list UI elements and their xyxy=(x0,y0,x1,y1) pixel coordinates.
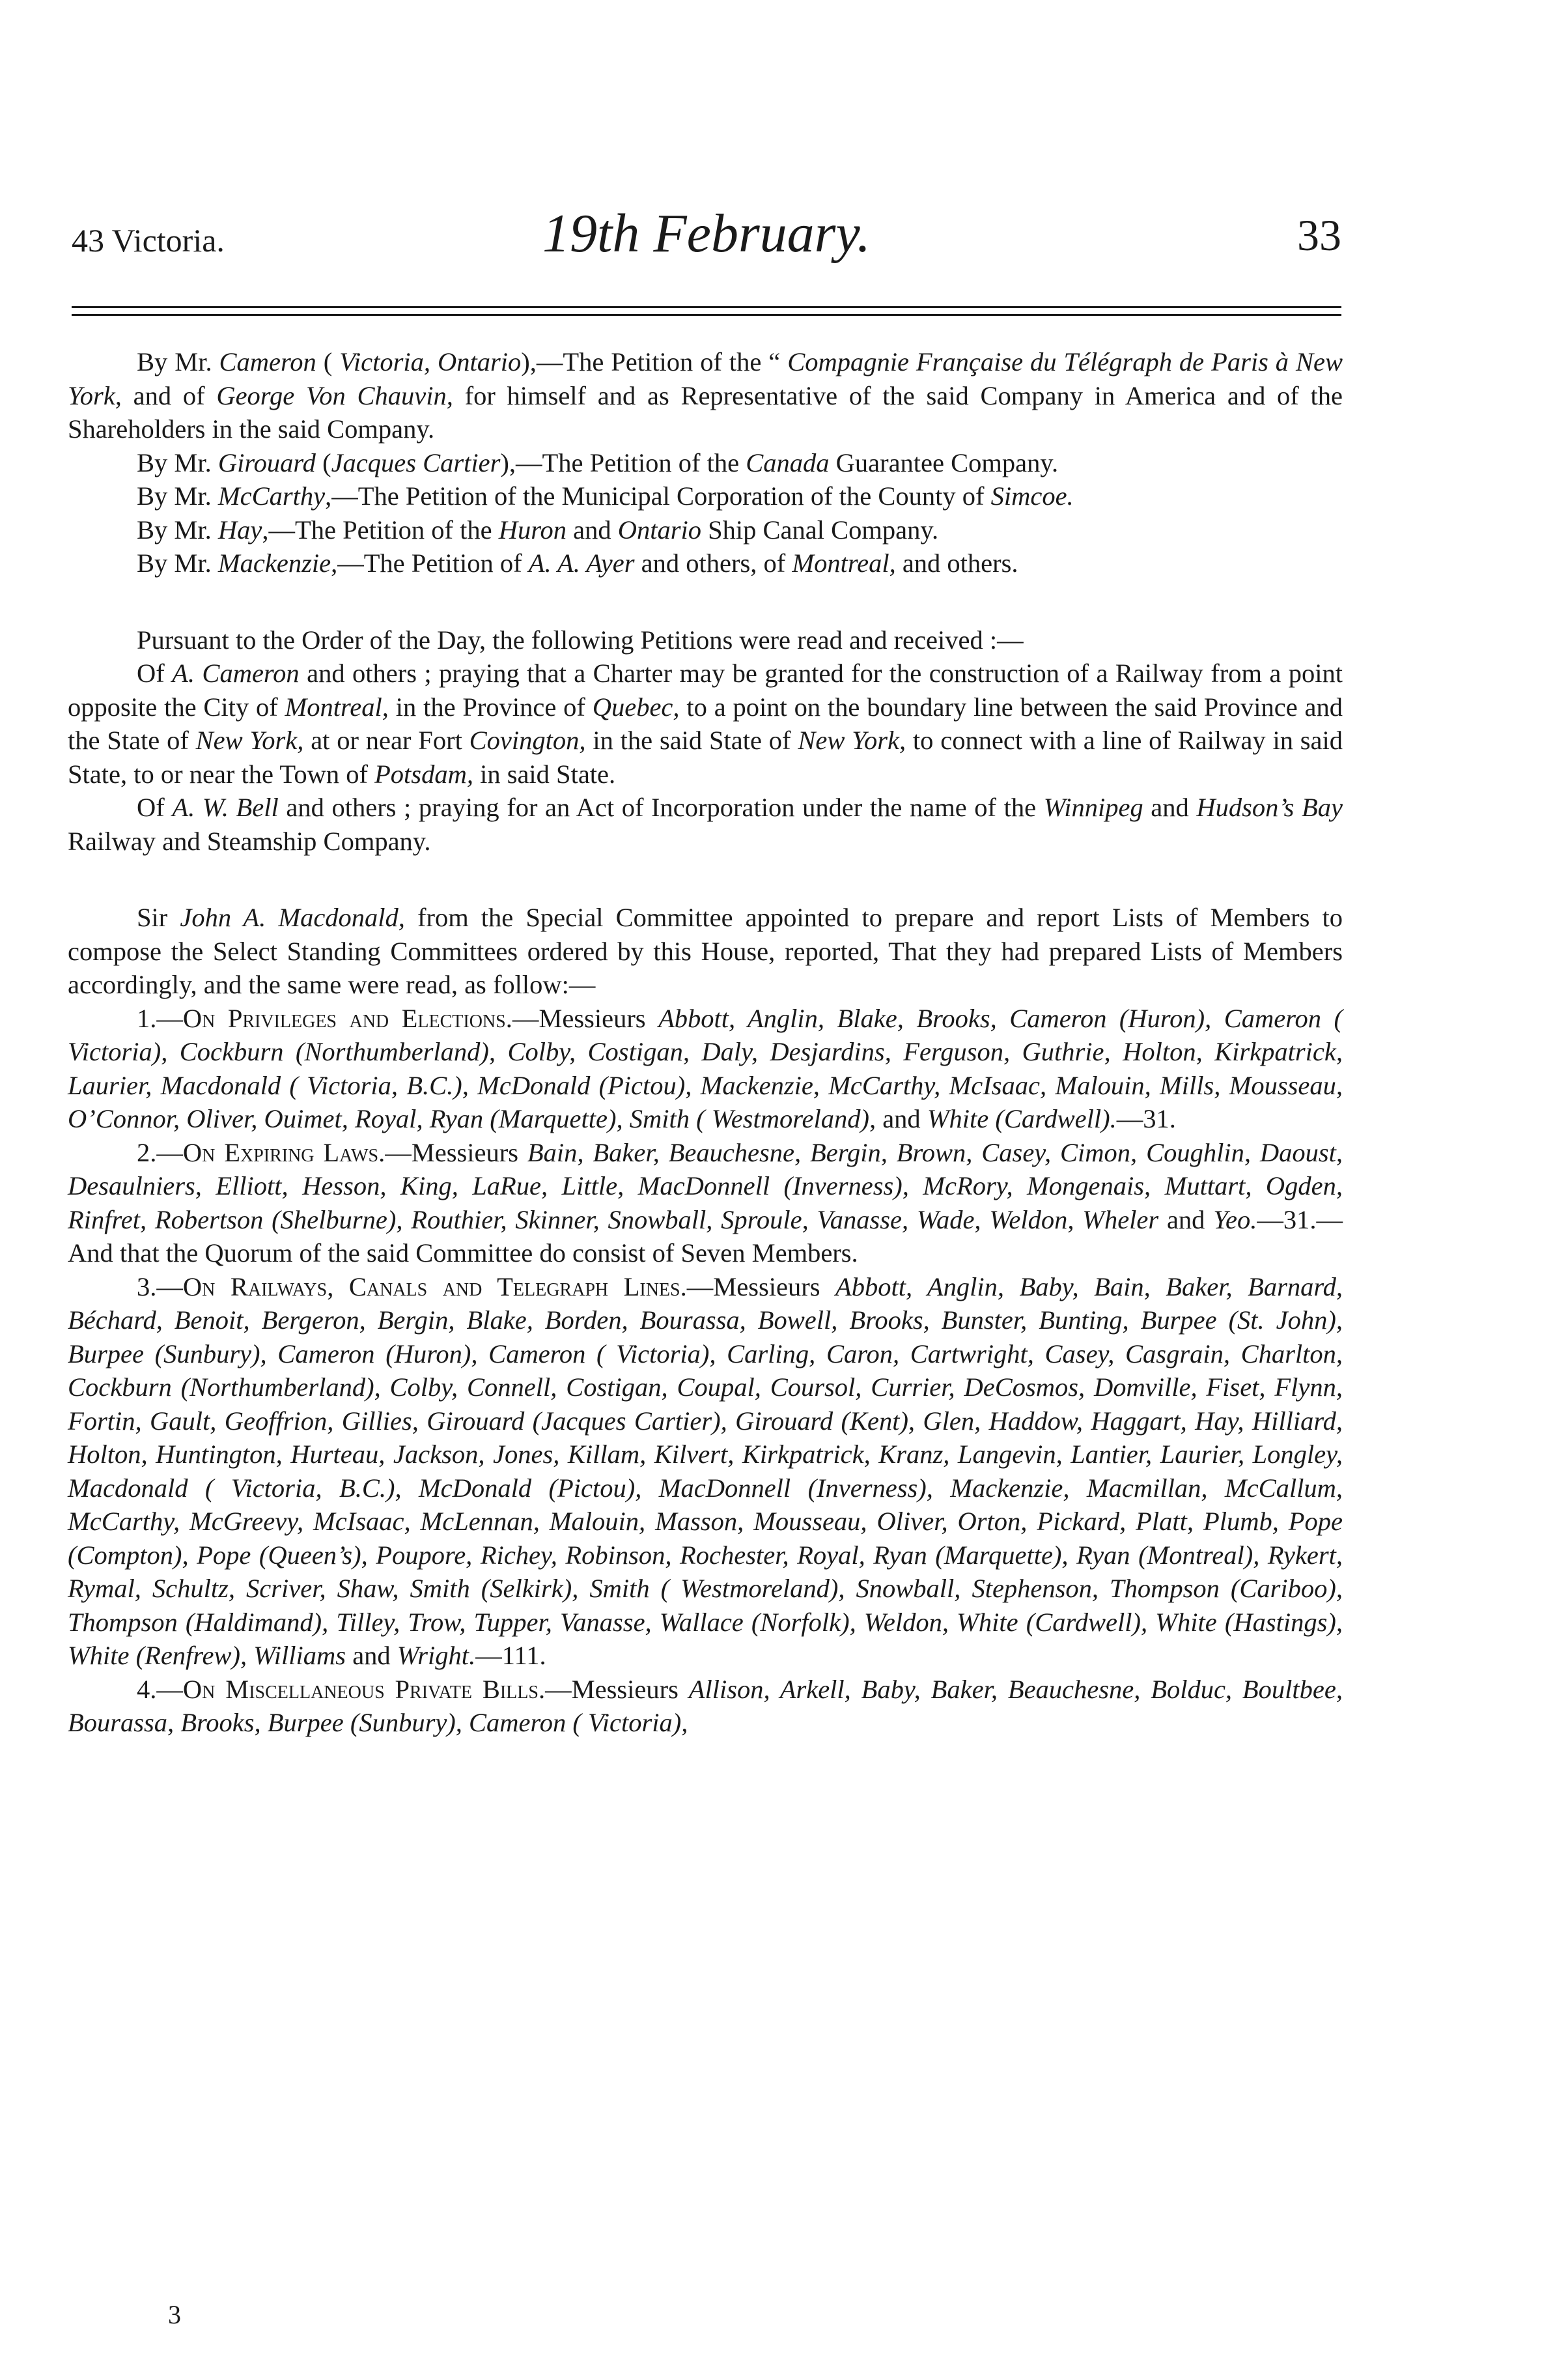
header-rule-top xyxy=(72,306,1341,308)
petition-read-paragraph: Of A. Cameron and others ; praying that a Charter may be granted for the construction of a Railway from a point opposite the City of Montreal, in the Province of Quebec, to a point on the boundary line between the said Province and the State of New York, at or near Fort Covington, in the said State of New York, to connect with a line of Railway in said State, to or near the Town of Potsdam, in said State. xyxy=(68,659,1343,789)
order-of-day-paragraph: Pursuant to the Order of the Day, the following Petitions were read and received :— xyxy=(137,625,1024,655)
page-header xyxy=(72,195,1341,280)
committee-list-paragraph: 2.—On Expiring Laws.—Messieurs Bain, Baker, Beauchesne, Bergin, Brown, Casey, Cimon, Coughlin, Daoust, Desaulniers, Elliott, Hesson, King, LaRue, Little, MacDonnell (Inverness), McRory, Mongenais, Muttart, Ogden, Rinfret, Robertson (Shelburne), Routhier, Skinner, Snowball, Sproule, Vanasse, Wade, Weldon, Wheler and Yeo.—31.—And that the Quorum of the said Committee do consist of Seven Members. xyxy=(68,1137,1343,1268)
signature-mark: 3 xyxy=(168,2300,181,2329)
committee-list-paragraph: 1.—On Privileges and Elections.—Messieurs Abbott, Anglin, Blake, Brooks, Cameron (Huron), Cameron ( Victoria), Cockburn (Northumberland), Colby, Costigan, Daly, Desjardins, Ferguson, Guthrie, Holton, Kirkpatrick, Laurier, Macdonald ( Victoria, B.C.), McDonald (Pictou), Mackenzie, McCarthy, McIsaac, Malouin, Mills, Mousseau, O’Connor, Oliver, Ouimet, Royal, Ryan (Marquette), Smith ( Westmoreland), and White (Cardwell).—31. xyxy=(68,1003,1343,1133)
committees-section xyxy=(68,901,1343,1740)
header-rule-bottom xyxy=(72,314,1341,316)
petition-paragraph: By Mr. Mackenzie,—The Petition of A. A. Ayer and others, of Montreal, and others. xyxy=(137,548,1018,578)
petitions-presented-section xyxy=(68,345,1343,580)
petition-paragraph: By Mr. Cameron ( Victoria, Ontario),—The Petition of the “ Compagnie Française du Télégraph de Paris à New York, and of George Von Chauvin, for himself and as Representative of the said Company in America and of the Shareholders in the said Company. xyxy=(68,347,1343,444)
page-body xyxy=(68,345,1343,1740)
petitions-read-section xyxy=(68,623,1343,858)
header-date: 19th February. xyxy=(542,203,871,264)
petition-paragraph: By Mr. Girouard (Jacques Cartier),—The Petition of the Canada Guarantee Company. xyxy=(137,447,1059,477)
petition-paragraph: By Mr. Hay,—The Petition of the Huron and Ontario Ship Canal Company. xyxy=(137,515,939,545)
committee-list-paragraph: 4.—On Miscellaneous Private Bills.—Messieurs Allison, Arkell, Baby, Baker, Beauchesne, Bolduc, Boultbee, Bourassa, Brooks, Burpee (Sunbury), Cameron ( Victoria), xyxy=(68,1674,1343,1737)
page-number: 33 xyxy=(1297,210,1341,260)
committee-report-paragraph: Sir John A. Macdonald, from the Special Committee appointed to prepare and report Lists of Members to compose the Select Standing Committees ordered by this House, reported, That they had prepared Lists of Members accordingly, and the same were read, as follow:— xyxy=(68,903,1343,999)
header-session: 43 Victoria. xyxy=(72,222,225,259)
committee-list-paragraph: 3.—On Railways, Canals and Telegraph Lines.—Messieurs Abbott, Anglin, Baby, Bain, Baker, Barnard, Béchard, Benoit, Bergeron, Bergin, Blake, Borden, Bourassa, Bowell, Brooks, Bunster, Bunting, Burpee (St. John), Burpee (Sunbury), Cameron (Huron), Cameron ( Victoria), Carling, Caron, Cartwright, Casey, Casgrain, Charlton, Cockburn (Northumberland), Colby, Connell, Costigan, Coupal, Coursol, Currier, DeCosmos, Domville, Fiset, Flynn, Fortin, Gault, Geoffrion, Gillies, Girouard (Jacques Cartier), Girouard (Kent), Glen, Haddow, Haggart, Hay, Hilliard, Holton, Huntington, Hurteau, Jackson, Jones, Killam, Kilvert, Kirkpatrick, Kranz, Langevin, Lantier, Laurier, Longley, Macdonald ( Victoria, B.C.), McDonald (Pictou), MacDonnell (Inverness), Mackenzie, Macmillan, McCallum, McCarthy, McGreevy, McIsaac, McLennan, Malouin, Masson, Mousseau, Oliver, Orton, Pickard, Platt, Plumb, Pope (Compton), Pope (Queen’s), Poupore, Richey, Robinson, Rochester, Royal, Ryan (Marquette), Ryan (Montreal), Rykert, Rymal, Schultz, Scriver, Shaw, Smith (Selkirk), Smith ( Westmoreland), Snowball, Stephenson, Thompson (Cariboo), Thompson (Haldimand), Tilley, Trow, Tupper, Vanasse, Wallace (Norfolk), Weldon, White (Cardwell), White (Hastings), White (Renfrew), Williams and Wright.—111. xyxy=(68,1271,1343,1670)
petition-read-paragraph: Of A. W. Bell and others ; praying for an Act of Incorporation under the name of the Winnipeg and Hudson’s Bay Railway and Steamship Company. xyxy=(68,793,1343,856)
petition-paragraph: By Mr. McCarthy,—The Petition of the Municipal Corporation of the County of Simcoe. xyxy=(137,481,1074,511)
